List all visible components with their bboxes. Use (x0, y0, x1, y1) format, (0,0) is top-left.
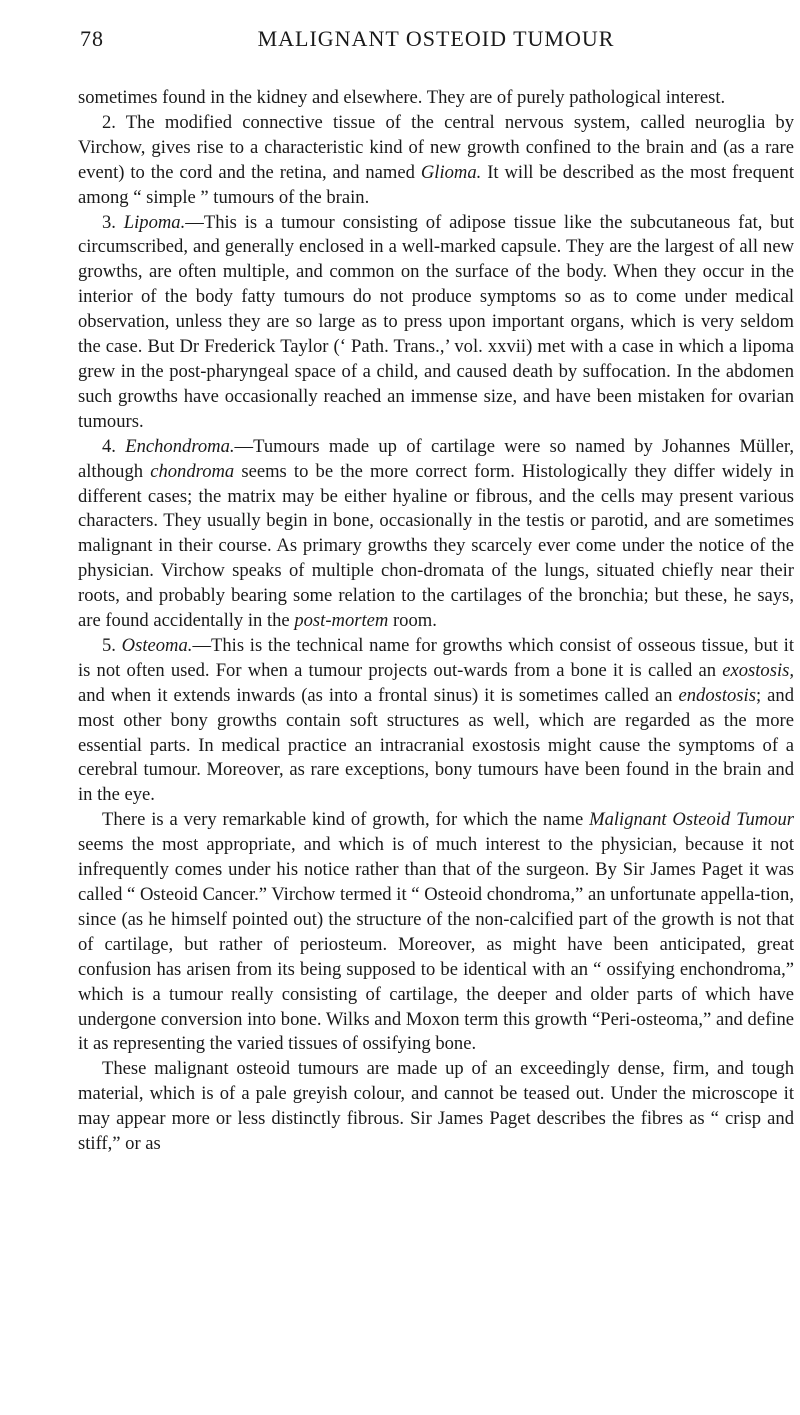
book-page (78, 22, 794, 1157)
paragraph-glioma: 2. The modified connective tissue of the central nervous system, called neuroglia by Virchow, gives rise to a characteristic kind of new growth confined to the brain and (as a rare event) to the cord and the retina, and named Glioma. It will be described as the most frequent among “ simple ” tumours of the brain. (78, 111, 794, 208)
running-head (78, 22, 794, 66)
running-title: MALIGNANT OSTEOID TUMOUR (257, 26, 615, 51)
term-chondroma: chondroma (150, 460, 235, 482)
paragraph-osteoma: 5. Osteoma.—This is the technical name for growths which consist of osseous tissue, but it is not often used. For when a tumour projects out-wards from a bone it is called an exostosis, and when it extends inwards (as into a frontal sinus) it is sometimes called an endostosis; and most other bony growths contain soft structures as well, which are regarded as the more essential parts. In medical practice an intracranial exostosis might cause the symptoms of a cerebral tumour. Moreover, as rare exceptions, bony tumours have been found in the brain and in the eye. (78, 634, 794, 806)
term-osteoma: Osteoma. (121, 634, 193, 656)
paragraph-enchondroma: 4. Enchondroma.—Tumours made up of cartilage were so named by Johannes Müller, although chondroma seems to be the more correct form. Histologically they differ widely in different cases; the matrix may be either hyaline or fibrous, and the cells may present various characters. They usually begin in bone, occasionally in the testis or parotid, and are sometimes malignant in their course. As primary growths they scarcely ever come under the notice of the physician. Virchow speaks of multiple chon-dromata of the lungs, situated chiefly near their roots, and probably bearing some relation to the cartilages of the bronchia; but these, he says, are found accidentally in the post-mortem room. (78, 435, 794, 632)
paragraph-continuation: sometimes found in the kidney and elsewhere. They are of purely pathological interest. (78, 87, 726, 108)
term-post-mortem: post-mortem (294, 610, 389, 632)
term-exostosis: exostosis, (722, 659, 794, 681)
term-lipoma: Lipoma. (123, 211, 186, 233)
paragraph-malignant-osteoid: There is a very remarkable kind of growth, for which the name Malignant Osteoid Tumour seems the most appropriate, and which is of much interest to the physician, because it not infrequently comes under his notice rather than that of the surgeon. By Sir James Paget it was called “ Osteoid Cancer.” Virchow termed it “ Osteoid chondroma,” an unfortunate appella-tion, since (as he himself pointed out) the structure of the non-calcified part of the growth is not that of cartilage, but rather of periosteum. Moreover, as might have been anticipated, great confusion has arisen from its being supposed to be identical with an “ ossifying enchondroma,” which is a tumour really consisting of cartilage, the deeper and older parts of which have undergone conversion into bone. Wilks and Moxon term this growth “Peri-osteoma,” and define it as representing the varied tissues of ossifying bone. (78, 809, 794, 1055)
term-glioma: Glioma. (420, 161, 482, 183)
page-number: 78 (80, 26, 104, 51)
term-enchondroma: Enchondroma. (125, 435, 235, 457)
paragraph-description: These malignant osteoid tumours are made up of an exceedingly dense, firm, and tough material, which is of a pale greyish colour, and cannot be teased out. Under the microscope it may appear more or less distinctly fibrous. Sir James Paget describes the fibres as “ crisp and stiff,” or as (78, 1058, 794, 1155)
body-text (78, 86, 794, 1157)
term-malignant-osteoid-tumour: Malignant Osteoid Tumour (589, 809, 794, 831)
paragraph-lipoma: 3. Lipoma.—This is a tumour consisting of adipose tissue like the subcutaneous fat, but circumscribed, and generally enclosed in a well-marked capsule. They are the largest of all new growths, are often multiple, and common on the surface of the body. When they occur in the interior of the body fatty tumours do not produce symptoms so as to come under medical observation, unless they are so large as to press upon important organs, which is very seldom the case. But Dr Frederick Taylor (‘ Path. Trans.,’ vol. xxvii) met with a case in which a lipoma grew in the post-pharyngeal space of a child, and caused death by suffocation. In the abdomen such growths have occasionally reached an immense size, and have been mistaken for ovarian tumours. (78, 211, 794, 432)
term-endostosis: endostosis (678, 684, 756, 706)
